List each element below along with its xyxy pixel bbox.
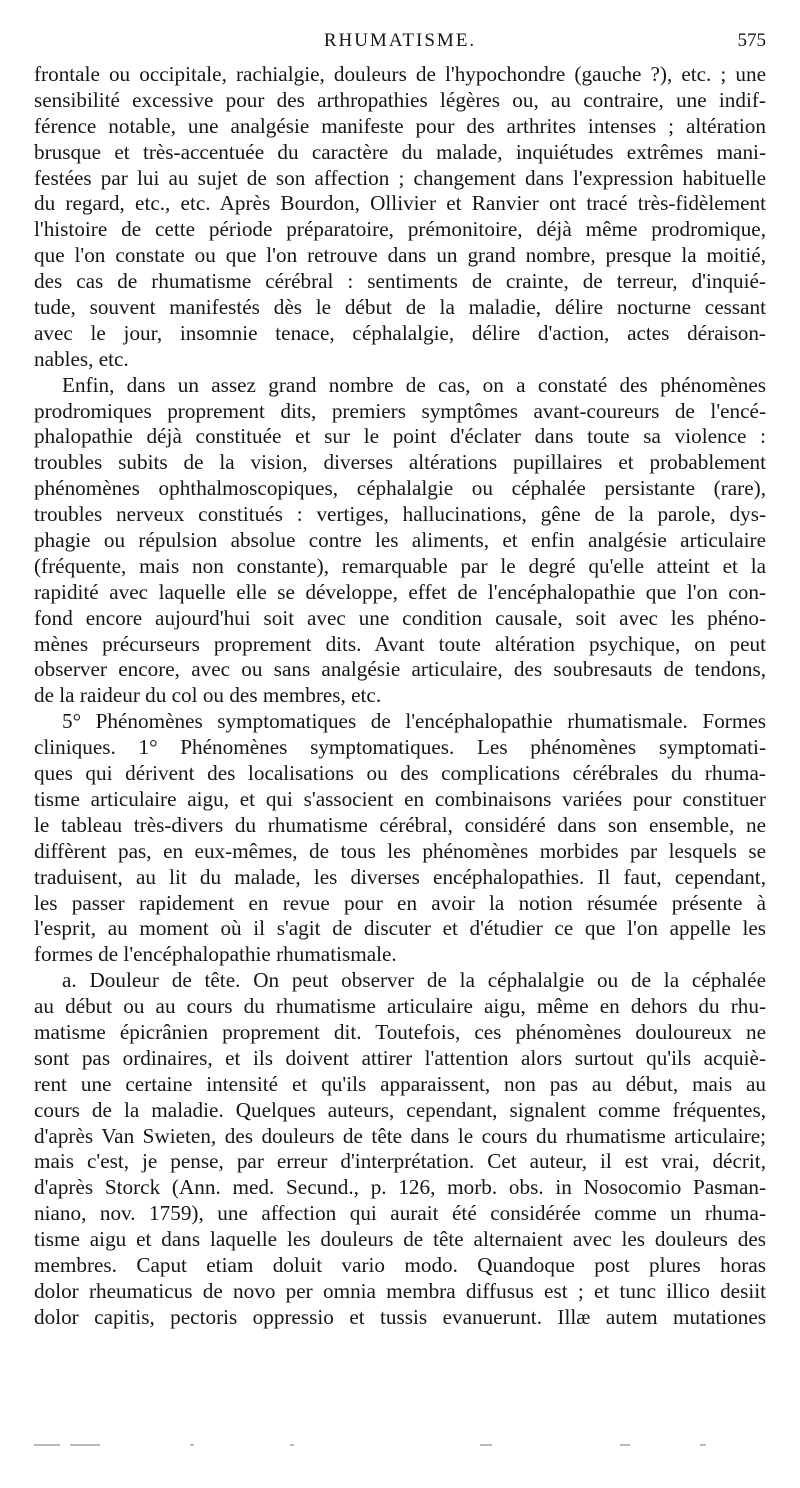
text-line: l'histoire de cette période préparatoire, prémonitoire, déjà même prodromique, xyxy=(34,217,766,242)
text-line: matisme épicrânien proprement dit. Toutefois, ces phénomènes douloureux ne xyxy=(34,1019,766,1044)
text-line: d'après Van Swieten, des douleurs de tête dans le cours du rhumatisme articulaire; xyxy=(34,1123,766,1148)
text-line: des cas de rhumatisme cérébral : sentiments de crainte, de terreur, d'inquié- xyxy=(34,269,766,294)
text-line: troubles nerveux constitués : vertiges, hallucinations, gêne de la parole, dys- xyxy=(34,502,766,527)
page-header xyxy=(34,30,766,58)
text-line: rapidité avec laquelle elle se développe, effet de l'encéphalopathie que l'on con- xyxy=(34,579,766,604)
text-line: brusque et très-accentuée du caractère du malade, inquiétudes extrêmes mani- xyxy=(34,139,766,164)
text-line: rent une certaine intensité et qu'ils apparaissent, non pas au début, mais au xyxy=(34,1071,766,1096)
text-line: frontale ou occipitale, rachialgie, douleurs de l'hypochondre (gauche ?), etc. ; une xyxy=(34,62,766,86)
text-line: troubles subits de la vision, diverses altérations pupillaires et probablement xyxy=(34,450,766,475)
text-line: tisme aigu et dans laquelle les douleurs de tête alternaient avec les douleurs des xyxy=(34,1227,766,1252)
text-line: nables, etc. xyxy=(34,346,129,371)
text-line: au début ou au cours du rhumatisme articulaire aigu, même en dehors du rhu- xyxy=(34,994,766,1019)
text-line: niano, nov. 1759), une affection qui aurait été considérée comme un rhuma- xyxy=(34,1201,766,1226)
running-title: RHUMATISME. xyxy=(323,30,477,51)
page-number: 575 xyxy=(737,30,766,51)
text-line: tude, souvent manifestés dès le début de la maladie, délire nocturne cessant xyxy=(34,295,766,320)
text-line: festées par lui au sujet de son affection ; changement dans l'expression habituelle xyxy=(34,165,766,190)
text-line: sensibilité excessive pour des arthropathies légères ou, au contraire, une indif- xyxy=(34,87,766,112)
text-line: phénomènes ophthalmoscopiques, céphalalgie ou céphalée persistante (rare), xyxy=(34,476,766,501)
text-line: cours de la maladie. Quelques auteurs, cependant, signalent comme fréquentes, xyxy=(34,1097,766,1122)
text-line: les passer rapidement en revue pour en avoir la notion résumée présente à xyxy=(34,890,766,915)
text-line: le tableau très-divers du rhumatisme cérébral, considéré dans son ensemble, ne xyxy=(34,812,766,837)
text-line: que l'on constate ou que l'on retrouve dans un grand nombre, presque la moitié, xyxy=(34,243,766,268)
text-line: avec le jour, insomnie tenace, céphalalgie, délire d'action, actes déraison- xyxy=(34,320,766,345)
text-line: formes de l'encéphalopathie rhumatismale. xyxy=(34,942,397,967)
text-line: cliniques. 1° Phénomènes symptomatiques. Les phénomènes symptomati- xyxy=(34,735,766,760)
text-line: ques qui dérivent des localisations ou des complications cérébrales du rhuma- xyxy=(34,761,766,786)
text-line: phagie ou répulsion absolue contre les aliments, et enfin analgésie articulaire xyxy=(34,528,766,553)
text-line: de la raideur du col ou des membres, etc. xyxy=(34,683,382,708)
text-line: 5° Phénomènes symptomatiques de l'encéphalopathie rhumatismale. Formes xyxy=(62,709,766,734)
text-line: prodromiques proprement dits, premiers symptômes avant-coureurs de l'encé- xyxy=(34,398,766,423)
text-line: Enfin, dans un assez grand nombre de cas, on a constaté des phénomènes xyxy=(62,372,766,397)
text-line: dolor capitis, pectoris oppressio et tussis evanuerunt. Illæ autem mutationes xyxy=(34,1304,766,1329)
text-line: fond encore aujourd'hui soit avec une condition causale, soit avec les phéno- xyxy=(34,605,766,630)
text-line: sont pas ordinaires, et ils doivent attirer l'attention alors surtout qu'ils acquiè- xyxy=(34,1045,766,1070)
text-line: traduisent, au lit du malade, les diverses encéphalopathies. Il faut, cependant, xyxy=(34,864,766,889)
text-line: observer encore, avec ou sans analgésie articulaire, des soubresauts de tendons, xyxy=(34,657,766,682)
text-line: d'après Storck (Ann. med. Secund., p. 126, morb. obs. in Nosocomio Pasman- xyxy=(34,1175,766,1200)
text-line: membres. Caput etiam doluit vario modo. Quandoque post plures horas xyxy=(34,1252,766,1277)
text-line: dolor rheumaticus de novo per omnia membra diffusus est ; et tunc illico desiit xyxy=(34,1278,766,1303)
text-line: du regard, etc., etc. Après Bourdon, Ollivier et Ranvier ont tracé très-fidèlement xyxy=(34,191,766,216)
text-line: a. Douleur de tête. On peut observer de la céphalalgie ou de la céphalée xyxy=(62,968,766,993)
text-line: mènes précurseurs proprement dits. Avant toute altération psychique, on peut xyxy=(34,631,766,656)
text-line: mais c'est, je pense, par erreur d'interprétation. Cet auteur, il est vrai, décrit, xyxy=(34,1149,766,1174)
text-line: férence notable, une analgésie manifeste pour des arthrites intenses ; altération xyxy=(34,113,766,138)
text-line: tisme articulaire aigu, et qui s'associent en combinaisons variées pour constituer xyxy=(34,786,766,811)
body-text xyxy=(34,62,766,1331)
scan-artifacts xyxy=(34,1444,766,1448)
text-line: l'esprit, au moment où il s'agit de discuter et d'étudier ce que l'on appelle les xyxy=(34,916,766,941)
text-line: phalopathie déjà constituée et sur le point d'éclater dans toute sa violence : xyxy=(34,424,766,449)
text-line: diffèrent pas, en eux-mêmes, de tous les phénomènes morbides par lesquels se xyxy=(34,838,766,863)
text-line: (fréquente, mais non constante), remarquable par le degré qu'elle atteint et la xyxy=(34,553,766,578)
